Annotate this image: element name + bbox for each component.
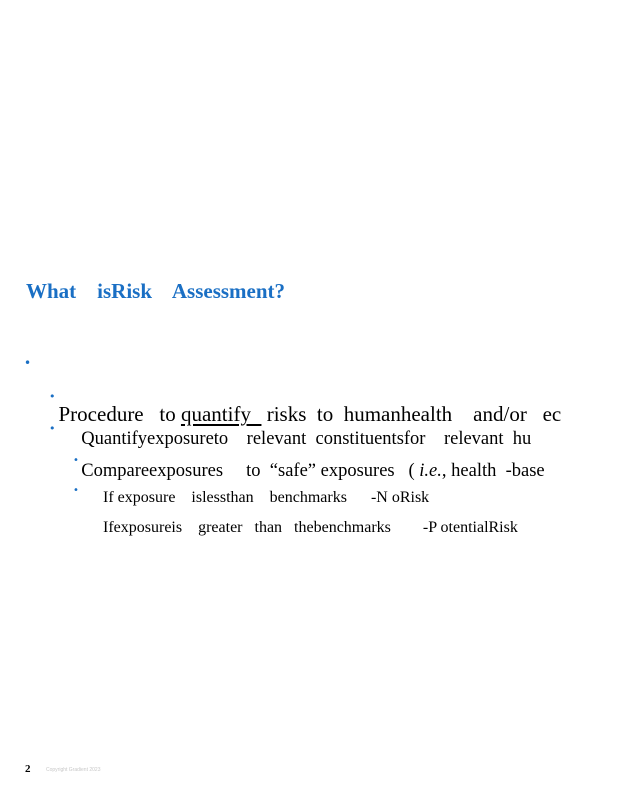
bullet-no-risk-text: If exposure islessthan benchmarks -N oRisk bbox=[103, 489, 430, 506]
bullet-procedure-text-pre: Procedure to bbox=[58, 402, 181, 426]
bullet-marker: • bbox=[49, 390, 56, 403]
bullet-compare-ie: i.e. bbox=[419, 461, 442, 481]
page-number: 2 bbox=[25, 763, 31, 775]
copyright-notice: Copyright Gradient 2023 bbox=[46, 767, 101, 773]
bullet-marker: • bbox=[24, 356, 32, 370]
bullet-procedure-quantify: quantify bbox=[180, 402, 262, 426]
bullet-compare-text-pre: Compareexposures to “safe” exposures ( bbox=[81, 461, 420, 481]
bullet-marker: • bbox=[73, 485, 79, 496]
bullet-compare-text-post: , health -base bbox=[441, 461, 545, 481]
bullet-potential-risk bbox=[73, 483, 518, 537]
bullet-marker: • bbox=[49, 422, 56, 435]
slide-title: What isRisk Assessment? bbox=[26, 279, 286, 303]
bullet-potential-risk-text: Ifexposureis greater than thebenchmarks -P otentialRisk bbox=[103, 519, 518, 536]
bullet-marker: • bbox=[73, 455, 79, 466]
bullet-quantify-exposure-text: Quantifyexposureto relevant constituentsfor relevant hu bbox=[81, 429, 532, 449]
bullet-procedure-text-post: risks to humanhealth and/or ec bbox=[261, 402, 562, 426]
